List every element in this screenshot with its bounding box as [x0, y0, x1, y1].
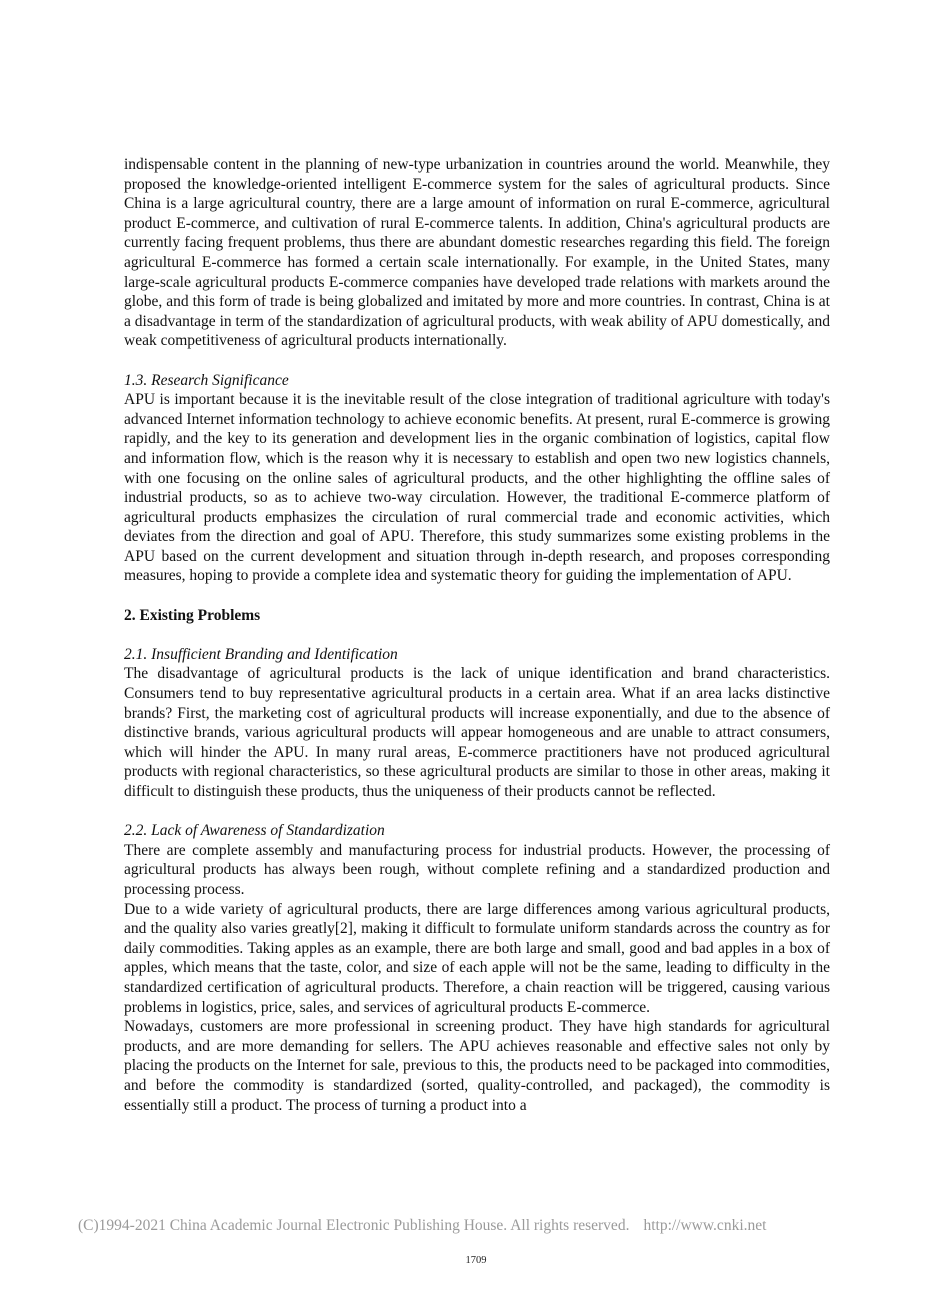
copyright-text: (C)1994-2021 China Academic Journal Electronic Publishing House. All rights reserved.	[78, 1217, 630, 1234]
spacer	[124, 625, 830, 645]
section-heading-2-1: 2.1. Insufficient Branding and Identification	[124, 645, 398, 663]
section-paragraph-2-1: The disadvantage of agricultural products is the lack of unique identification and brand characteristics. Consumers tend to buy representative agricultural products in a certain area. What if an area lacks distinctive brands? First, the marketing cost of agricultural products will increase exponentially, and due to the absence of distinctive brands, various agricultural products will appear homogeneous and are unable to attract consumers, which will hinder the APU. In many rural areas, E-commerce practitioners have not produced agricultural products with regional characteristics, so these agricultural products are similar to those in other areas, making it difficult to distinguish these products, thus the uniqueness of their products cannot be reflected.	[124, 665, 830, 800]
section-heading-2-2: 2.2. Lack of Awareness of Standardization	[124, 822, 385, 840]
section-heading-2: 2. Existing Problems	[124, 606, 261, 624]
page-number: 1709	[465, 1255, 487, 1266]
spacer	[124, 802, 830, 822]
copyright-footer	[78, 1217, 766, 1235]
section-paragraph-1-3: APU is important because it is the inevitable result of the close integration of traditional agriculture with today's advanced Internet information technology to achieve economic benefits. At present, rural E-commerce is growing rapidly, and the key to its generation and development lies in the organic combination of logistics, capital flow and information flow, which is the reason why it is necessary to establish and open two new logistics channels, with one focusing on the online sales of agricultural products, and the other highlighting the offline sales of industrial products, so as to achieve two-way circulation. However, the traditional E-commerce platform of agricultural products emphasizes the circulation of rural commercial trade and economic activities, which deviates from the direction and goal of APU. Therefore, this study summarizes some existing problems in the APU based on the current development and situation through in-depth research, and proposes corresponding measures, hoping to provide a complete idea and systematic theory for guiding the implementation of APU.	[124, 391, 830, 585]
section-heading-1-3: 1.3. Research Significance	[124, 371, 289, 389]
section-paragraph-2-2-a: There are complete assembly and manufacturing process for industrial products. However, the processing of agricultural products has always been rough, without complete refining and a standardized production and processing process.	[124, 841, 830, 898]
spacer	[124, 586, 830, 606]
intro-paragraph: indispensable content in the planning of new-type urbanization in countries around the world. Meanwhile, they proposed the knowledge-oriented intelligent E-commerce system for the sales of agricultural products. Since China is a large agricultural country, there are a large amount of information on rural E-commerce, agricultural product E-commerce, and cultivation of rural E-commerce talents. In addition, China's agricultural products are currently facing frequent problems, thus there are abundant domestic researches regarding this field. The foreign agricultural E-commerce has formed a certain scale internationally. For example, in the United States, many large-scale agricultural products E-commerce companies have developed trade relations with markets around the globe, and this form of trade is being globalized and imitated by more and more countries. In contrast, China is at a disadvantage in term of the standardization of agricultural products, with weak ability of APU domestically, and weak competitiveness of agricultural products internationally.	[124, 156, 830, 350]
page-body	[124, 155, 830, 1115]
spacer	[124, 351, 830, 371]
section-paragraph-2-2-c: Nowadays, customers are more professional in screening product. They have high standards for agricultural products, and are more demanding for sellers. The APU achieves reasonable and effective sales not only by placing the products on the Internet for sale, previous to this, the products need to be packaged into commodities, and before the commodity is standardized (sorted, quality-controlled, and packaged), the commodity is essentially still a product. The process of turning a product into a	[124, 1018, 830, 1114]
section-paragraph-2-2-b: Due to a wide variety of agricultural products, there are large differences among various agricultural products, and the quality also varies greatly[2], making it difficult to formulate uniform standards across the country as for daily commodities. Taking apples as an example, there are both large and small, good and bad apples in a box of apples, which means that the taste, color, and size of each apple will not be the same, leading to difficulty in the standardized certification of agricultural products. Therefore, a chain reaction will be triggered, causing various problems in logistics, price, sales, and services of agricultural products E-commerce.	[124, 900, 830, 1016]
footer-url-link[interactable]: http://www.cnki.net	[643, 1217, 767, 1234]
